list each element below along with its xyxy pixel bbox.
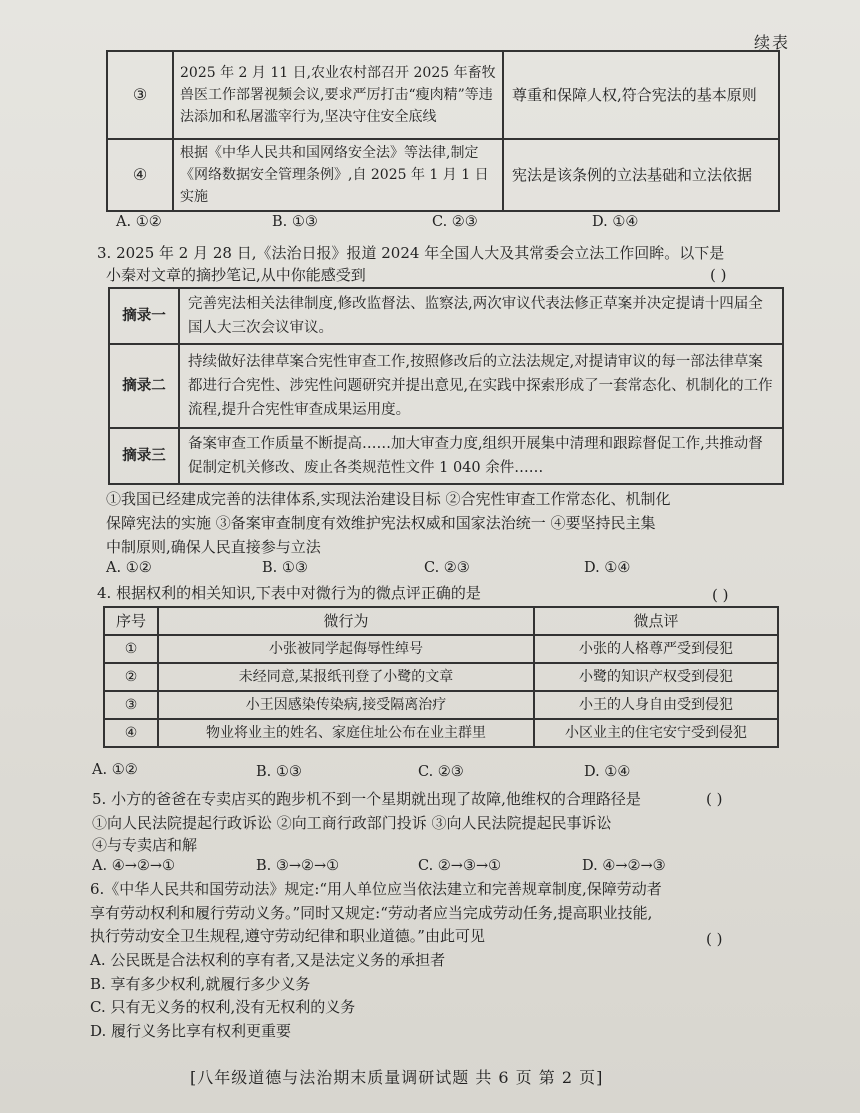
answer-bracket: ( ) (706, 930, 723, 948)
table-row (109, 288, 783, 344)
row-number: ③ (107, 51, 173, 139)
comment-cell: 小张的人格尊严受到侵犯 (534, 635, 778, 663)
q3-option-b: B. ①③ (262, 560, 308, 576)
table-header-row (104, 607, 778, 635)
answer-bracket: ( ) (712, 586, 729, 604)
excerpt-label: 摘录一 (109, 288, 179, 344)
q4-option-a: A. ①② (92, 762, 138, 778)
q3-option-c: C. ②③ (424, 560, 470, 576)
q3-statements-line1: ①我国已经建成完善的法律体系,实现法治建设目标 ②合宪性审查工作常态化、机制化 (106, 490, 671, 508)
q2-option-d: D. ①④ (592, 214, 639, 230)
q2-option-c: C. ②③ (432, 214, 478, 230)
table-row (109, 344, 783, 428)
table-row (104, 691, 778, 719)
excerpt-label: 摘录二 (109, 344, 179, 428)
q3-stem-line1: 3. 2025 年 2 月 28 日,《法治日报》报道 2024 年全国人大及其常委会立法工作回眸。以下是 (97, 244, 725, 262)
q3-stem-line2: 小秦对文章的摘抄笔记,从中你能感受到 (106, 266, 366, 284)
continued-table (106, 50, 780, 212)
case-cell: 根据《中华人民共和国网络安全法》等法律,制定《网络数据安全管理条例》,自 2025 年 1 月 1 日实施 (173, 139, 503, 211)
q4-option-b: B. ①③ (256, 764, 302, 780)
q5-stem: 5. 小方的爸爸在专卖店买的跑步机不到一个星期就出现了故障,他维权的合理路径是 (92, 790, 641, 808)
q5-choices-line1: ①向人民法院提起行政诉讼 ②向工商行政部门投诉 ③向人民法院提起民事诉讼 (92, 814, 612, 832)
behavior-cell: 未经同意,某报纸刊登了小鹭的文章 (158, 663, 534, 691)
row-number: ④ (104, 719, 158, 747)
q3-option-d: D. ①④ (584, 560, 631, 576)
table-row (104, 663, 778, 691)
table-row (107, 139, 779, 211)
q4-stem: 4. 根据权利的相关知识,下表中对微行为的微点评正确的是 (97, 584, 481, 602)
q6-line2: 享有劳动权利和履行劳动义务。”同时又规定:“劳动者应当完成劳动任务,提高职业技能, (90, 904, 653, 922)
behavior-table (103, 606, 779, 748)
column-header: 微点评 (534, 607, 778, 635)
row-number: ① (104, 635, 158, 663)
comment-cell: 小鹭的知识产权受到侵犯 (534, 663, 778, 691)
q6-option-b: B. 享有多少权利,就履行多少义务 (90, 975, 311, 993)
behavior-cell: 小王因感染传染病,接受隔离治疗 (158, 691, 534, 719)
answer-bracket: ( ) (706, 790, 723, 808)
row-number: ② (104, 663, 158, 691)
behavior-cell: 物业将业主的姓名、家庭住址公布在业主群里 (158, 719, 534, 747)
q6-option-c: C. 只有无义务的权利,没有无权利的义务 (90, 998, 356, 1016)
excerpt-text: 持续做好法律草案合宪性审查工作,按照修改后的立法法规定,对提请审议的每一部法律草案都进行合宪性、涉宪性问题研究并提出意见,在实践中探索形成了一套常态化、机制化的工作流程,提升合宪性审查成果运用度。 (179, 344, 783, 428)
q2-option-b: B. ①③ (272, 214, 318, 230)
q6-line3: 执行劳动安全卫生规程,遵守劳动纪律和职业道德。”由此可见 (90, 927, 485, 945)
q5-option-a: A. ④→②→① (92, 858, 175, 874)
column-header: 微行为 (158, 607, 534, 635)
q3-option-a: A. ①② (106, 560, 152, 576)
comment-cell: 宪法是该条例的立法基础和立法依据 (503, 139, 779, 211)
case-cell: 2025 年 2 月 11 日,农业农村部召开 2025 年畜牧兽医工作部署视频会议,要求严厉打击“瘦肉精”等违法添加和私屠滥宰行为,坚决守住安全底线 (173, 51, 503, 139)
answer-bracket: ( ) (710, 266, 727, 284)
q5-option-d: D. ④→②→③ (582, 858, 666, 874)
q5-choices-line2: ④与专卖店和解 (92, 836, 198, 854)
comment-cell: 小区业主的住宅安宁受到侵犯 (534, 719, 778, 747)
page-footer: [八年级道德与法治期末质量调研试题 共 6 页 第 2 页] (190, 1068, 604, 1087)
comment-cell: 尊重和保障人权,符合宪法的基本原则 (503, 51, 779, 139)
continued-table-label: 续表 (753, 33, 790, 52)
q6-line1: 6.《中华人民共和国劳动法》规定:“用人单位应当依法建立和完善规章制度,保障劳动者 (90, 880, 662, 898)
table-row (104, 719, 778, 747)
row-number: ③ (104, 691, 158, 719)
q6-option-a: A. 公民既是合法权利的享有者,又是法定义务的承担者 (90, 951, 446, 969)
excerpt-label: 摘录三 (109, 428, 179, 484)
q3-statements-line3: 中制原则,确保人民直接参与立法 (106, 538, 321, 556)
column-header: 序号 (104, 607, 158, 635)
comment-cell: 小王的人身自由受到侵犯 (534, 691, 778, 719)
q6-option-d: D. 履行义务比享有权利更重要 (90, 1022, 292, 1040)
q4-option-c: C. ②③ (418, 764, 464, 780)
q2-option-a: A. ①② (116, 214, 162, 230)
q4-option-d: D. ①④ (584, 764, 631, 780)
table-row (107, 51, 779, 139)
row-number: ④ (107, 139, 173, 211)
q5-option-b: B. ③→②→① (256, 858, 340, 874)
excerpt-text: 完善宪法相关法律制度,修改监督法、监察法,两次审议代表法修正草案并决定提请十四届全国人大三次会议审议。 (179, 288, 783, 344)
behavior-cell: 小张被同学起侮辱性绰号 (158, 635, 534, 663)
table-row (109, 428, 783, 484)
table-row (104, 635, 778, 663)
q3-statements-line2: 保障宪法的实施 ③备案审查制度有效维护宪法权威和国家法治统一 ④要坚持民主集 (106, 514, 656, 532)
excerpt-table (108, 287, 784, 485)
excerpt-text: 备案审查工作质量不断提高……加大审查力度,组织开展集中清理和跟踪督促工作,共推动督促制定机关修改、废止各类规范性文件 1 040 余件…… (179, 428, 783, 484)
q5-option-c: C. ②→③→① (418, 858, 502, 874)
